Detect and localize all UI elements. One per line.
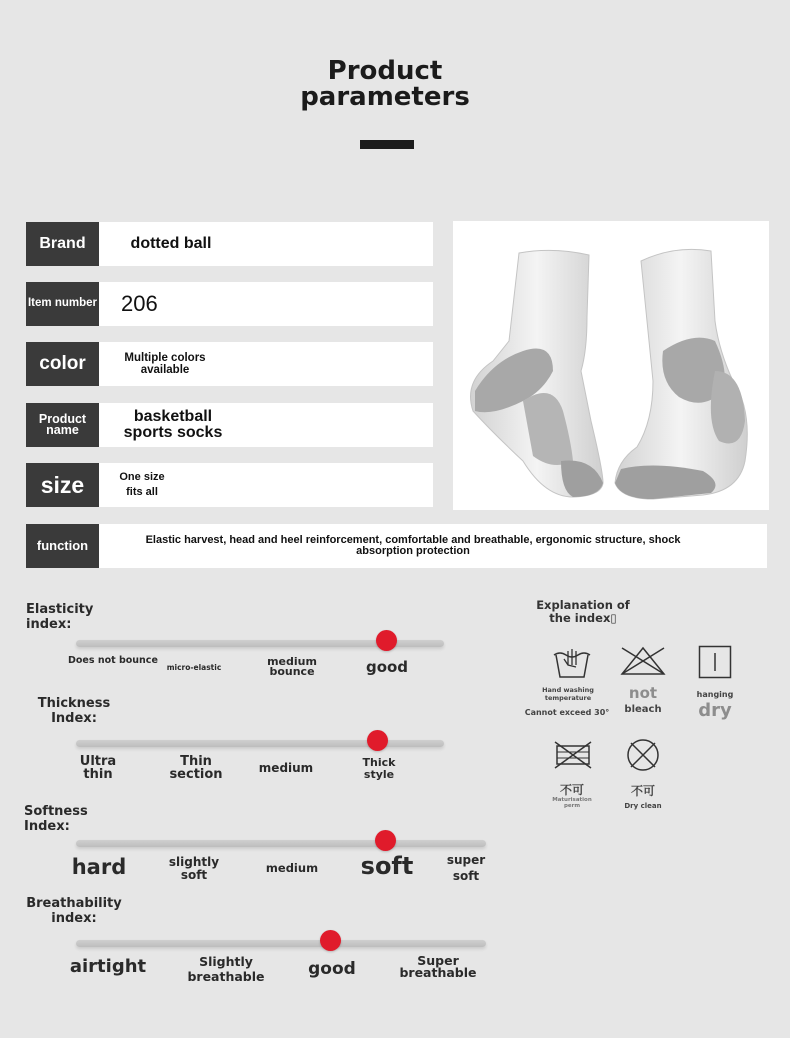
param-value-brand: dotted ball xyxy=(130,235,212,252)
care-hang-dry-sub: dry xyxy=(698,700,732,721)
param-label-product-name: Product name xyxy=(26,403,99,447)
elasticity-tick: Does not bounce xyxy=(68,655,158,666)
param-row-function xyxy=(26,524,767,568)
param-label-item-number: Item number xyxy=(26,282,99,326)
softness-tick: slightly soft xyxy=(168,855,220,882)
care-hang-dry-text: hanging xyxy=(696,690,734,699)
elasticity-tick: medium bounce xyxy=(267,655,317,678)
softness-index-title: Softness Index: xyxy=(24,804,88,834)
hand-wash-icon xyxy=(552,645,592,679)
param-label-color: color xyxy=(26,342,99,386)
thickness-tick: Thick style xyxy=(362,756,396,781)
care-no-dry-clean-sub: Dry clean xyxy=(624,802,662,810)
no-dry-clean-icon xyxy=(626,738,660,772)
care-hand-wash-text: Hand washing temperature xyxy=(542,686,594,702)
title-underline xyxy=(360,140,414,149)
param-value-function: Elastic harvest, head and heel reinforcement, comfortable and breathable, ergonomic structure, shock absorption protection xyxy=(145,534,681,557)
breathability-tick: Slightly breathable xyxy=(187,954,265,984)
page-title: Product parameters xyxy=(300,56,470,112)
care-hand-wash-sub: Cannot exceed 30° xyxy=(524,708,610,717)
socks-image xyxy=(453,221,769,510)
care-no-dry-clean-text: 不可 xyxy=(630,784,655,798)
elasticity-tick: good xyxy=(365,658,409,676)
no-iron-icon xyxy=(553,740,593,770)
param-label-brand: Brand xyxy=(26,222,99,266)
breathability-index-title: Breathability index: xyxy=(26,896,122,926)
care-no-iron-sub: Maturisation perm xyxy=(552,797,592,809)
elasticity-slider-knob xyxy=(376,630,397,651)
care-no-iron-text: 不可 xyxy=(559,783,584,797)
softness-tick: hard xyxy=(71,855,127,879)
softness-tick: super soft xyxy=(446,853,486,883)
breathability-slider-knob xyxy=(320,930,341,951)
thickness-tick: medium xyxy=(258,761,314,775)
thickness-slider-track xyxy=(76,740,444,747)
param-row-brand xyxy=(26,222,433,266)
breathability-slider-track xyxy=(76,940,486,947)
no-bleach-icon xyxy=(620,646,666,676)
param-label-size: size xyxy=(26,463,99,507)
param-row-product-name xyxy=(26,403,433,447)
param-row-color xyxy=(26,342,433,386)
thickness-tick: Ultra thin xyxy=(79,754,117,782)
param-value-item-number: 206 xyxy=(121,290,158,316)
softness-tick: soft xyxy=(360,852,414,880)
thickness-tick: Thin section xyxy=(169,754,223,782)
param-value-product-name: basketball sports socks xyxy=(123,408,223,441)
elasticity-tick: micro-elastic xyxy=(166,663,222,672)
param-value-size: One size fits all xyxy=(119,471,165,498)
care-no-bleach-sub: bleach xyxy=(624,704,662,715)
softness-slider-track xyxy=(76,840,486,847)
elasticity-index-title: Elasticity index: xyxy=(26,602,94,632)
param-value-color: Multiple colors available xyxy=(124,352,206,376)
breathability-tick: airtight xyxy=(69,956,147,977)
param-row-item-number xyxy=(26,282,433,326)
param-row-size xyxy=(26,463,433,507)
thickness-index-title: Thickness Index: xyxy=(37,696,111,726)
care-no-bleach-text: not xyxy=(628,684,658,702)
softness-slider-knob xyxy=(375,830,396,851)
breathability-tick: Super breathable xyxy=(399,953,477,980)
product-photo xyxy=(453,221,769,510)
breathability-tick: good xyxy=(308,959,356,979)
thickness-slider-knob xyxy=(367,730,388,751)
param-label-function: function xyxy=(26,524,99,568)
care-title: Explanation of the index▯ xyxy=(536,598,630,625)
softness-tick: medium xyxy=(265,861,319,875)
hang-dry-icon xyxy=(698,645,732,679)
